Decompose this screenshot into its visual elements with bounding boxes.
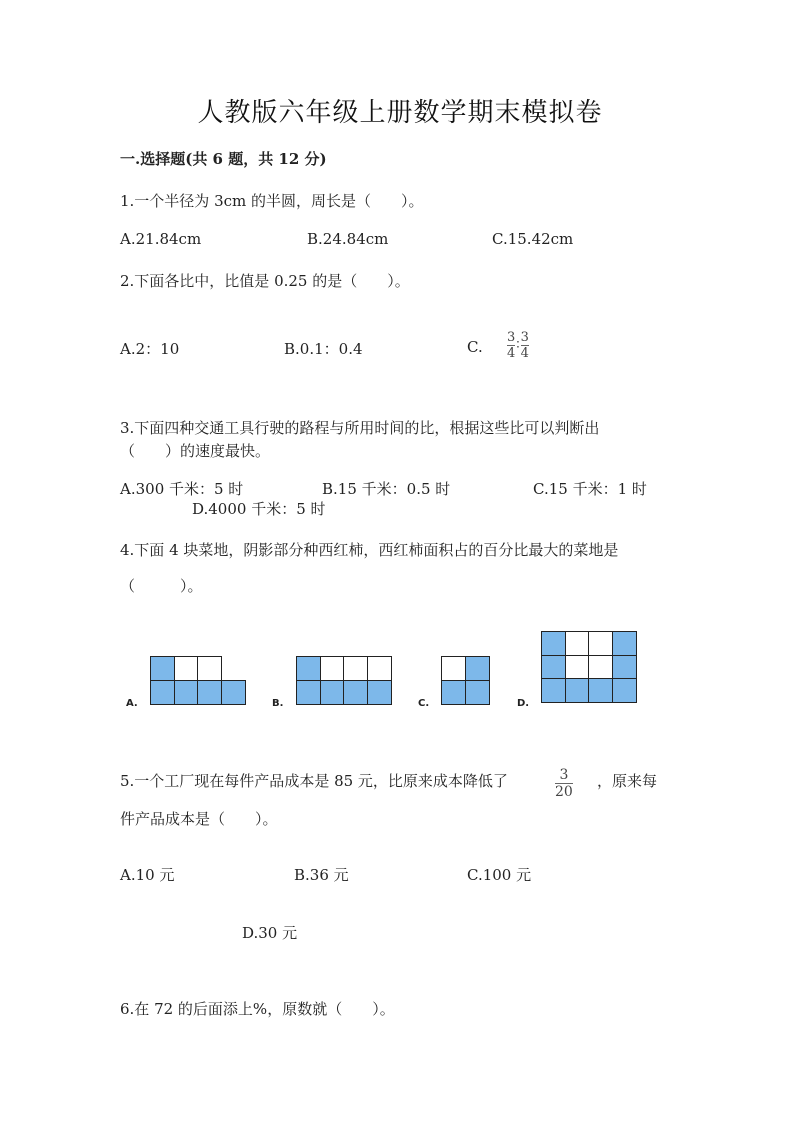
shaded-cell (150, 656, 175, 681)
shaded-cell (221, 680, 246, 705)
question-3-stem-line-2: （ ）的速度最快。 (120, 442, 271, 460)
shaded-cell (612, 631, 637, 656)
question-5-option-b: B.36 元 (294, 866, 349, 884)
garden-figure-d-label: D. (517, 698, 530, 709)
shaded-cell (150, 680, 175, 705)
question-1-option-b: B.24.84cm (307, 230, 389, 248)
shaded-cell (296, 680, 321, 705)
shaded-cell (174, 680, 199, 705)
shaded-cell (541, 655, 566, 680)
fraction-denominator: 20 (555, 784, 573, 800)
question-2-option-a: A.2：10 (120, 340, 180, 358)
fraction-numerator: 3 (520, 330, 529, 345)
shaded-cell (441, 680, 466, 705)
question-5-stem-part-1: 5.一个工厂现在每件产品成本是 85 元，比原来成本降低了 (120, 772, 508, 790)
shaded-cell (465, 656, 490, 681)
shaded-cell (197, 680, 222, 705)
shaded-cell (465, 680, 490, 705)
shaded-cell (343, 680, 368, 705)
question-5-option-c: C.100 元 (467, 866, 532, 884)
shaded-cell (541, 678, 566, 703)
question-2-stem: 2.下面各比中，比值是 0.25 的是（ ）。 (120, 272, 410, 290)
empty-cell (320, 656, 345, 681)
shaded-cell (588, 678, 613, 703)
page-title: 人教版六年级上册数学期末模拟卷 (197, 98, 603, 128)
question-3-option-a: A.300 千米：5 时 (120, 480, 244, 498)
question-3-option-c: C.15 千米：1 时 (533, 480, 647, 498)
question-5-option-a: A.10 元 (120, 866, 175, 884)
shaded-cell (367, 680, 392, 705)
empty-cell (565, 631, 590, 656)
fraction-numerator: 3 (559, 767, 569, 783)
fraction-denominator: 4 (507, 346, 516, 361)
question-5-fraction (555, 764, 573, 800)
shaded-cell (320, 680, 345, 705)
question-1-stem: 1.一个半径为 3cm 的半圆，周长是（ ）。 (120, 192, 424, 210)
question-4-stem-line-2: （ ）。 (120, 577, 203, 595)
garden-figure-c-label: C. (418, 698, 430, 709)
empty-cell (441, 656, 466, 681)
garden-figure-b-label: B. (272, 698, 284, 709)
fraction (507, 330, 515, 361)
empty-cell (343, 656, 368, 681)
section-heading: 一.选择题(共 6 题，共 12 分) (120, 150, 327, 168)
question-4-stem-line-1: 4.下面 4 块菜地，阴影部分种西红柿，西红柿面积占的百分比最大的菜地是 (120, 541, 619, 559)
shaded-cell (612, 678, 637, 703)
question-5-stem-line-2: 件产品成本是（ ）。 (120, 810, 278, 828)
shaded-cell (612, 655, 637, 680)
fraction (555, 767, 573, 800)
question-1-option-c: C.15.42cm (492, 230, 574, 248)
question-3-stem-line-1: 3.下面四种交通工具行驶的路程与所用时间的比，根据这些比可以判断出 (120, 419, 600, 437)
shaded-cell (541, 631, 566, 656)
empty-cell (367, 656, 392, 681)
question-2-option-c: C. (467, 338, 483, 356)
fraction-numerator: 3 (507, 330, 516, 345)
garden-figure-a-label: A. (126, 698, 138, 709)
ratio-separator: ∶ (516, 338, 520, 353)
empty-cell (174, 656, 199, 681)
empty-cell (588, 631, 613, 656)
empty-cell (197, 656, 222, 681)
question-3-option-b: B.15 千米：0.5 时 (322, 480, 451, 498)
shaded-cell (296, 656, 321, 681)
empty-cell (565, 655, 590, 680)
fraction-denominator: 4 (520, 346, 529, 361)
question-5-stem-part-2: ，原来每 (597, 772, 658, 790)
fraction (521, 330, 529, 361)
question-5-option-d: D.30 元 (242, 924, 298, 942)
question-6-stem: 6.在 72 的后面添上%，原数就（ ）。 (120, 1000, 395, 1018)
question-3-option-d: D.4000 千米：5 时 (192, 500, 326, 518)
question-1-option-a: A.21.84cm (120, 230, 202, 248)
shaded-cell (565, 678, 590, 703)
question-2-option-b: B.0.1：0.4 (284, 340, 363, 358)
question-2-option-c-ratio (507, 330, 529, 361)
empty-cell (588, 655, 613, 680)
